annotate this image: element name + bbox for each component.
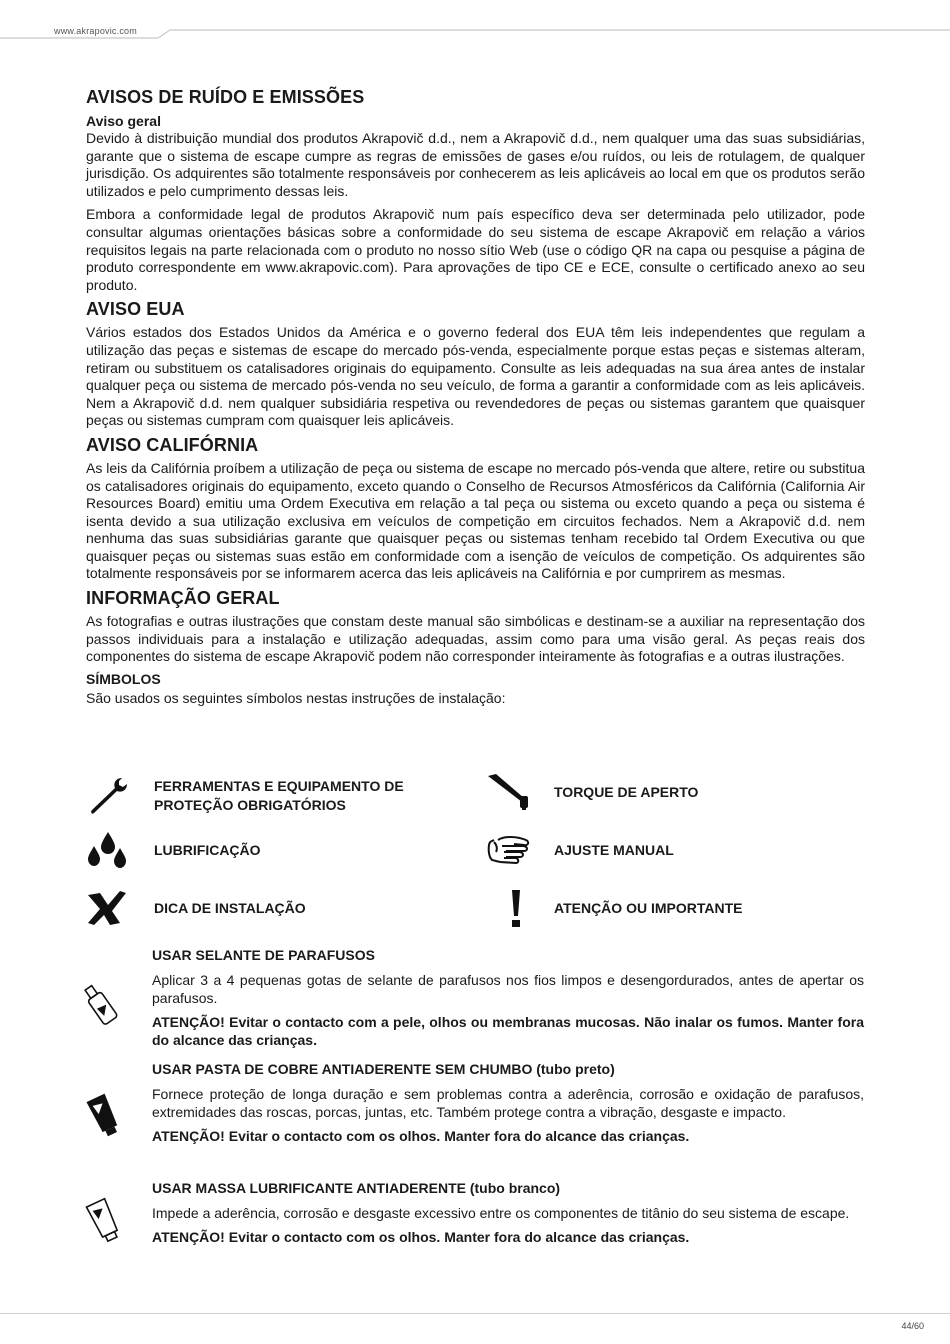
- symbols-legend: [86, 770, 866, 940]
- symbol-manual-adjust: [486, 828, 674, 872]
- grease-tube-icon: [84, 1197, 124, 1245]
- noise-title: AVISOS DE RUÍDO E EMISSÕES: [86, 87, 365, 107]
- torque-wrench-icon: [486, 772, 536, 812]
- usa-title: AVISO EUA: [86, 299, 185, 320]
- copper-paste-tube-icon: [84, 1092, 124, 1140]
- product-warning: ATENÇÃO! Evitar o contacto com os olhos. Manter fora do alcance das crianças.: [152, 1229, 690, 1245]
- header-rule: [0, 0, 950, 40]
- product-body: Fornece proteção de longa duração e sem problemas contra a aderência, corrosão e oxidação de parafusos, extremidades das roscas, porcas, juntas, etc. Também protege contra a vibração, desgaste e impacto.: [152, 1086, 864, 1120]
- noise-paragraph-1: Devido à distribuição mundial dos produtos Akrapovič d.d., nem a Akrapovič d.d., nem qualquer uma das suas subsidiárias, garante que o sistema de escape cumpre as regras de emissões de gases e/ou ruídos, ou leis de rotulagem, de qualquer jurisdição. Os adquirentes são totalmente responsáveis por conhecerem as leis aplicáveis ao local em que os produtos serão utilizados e pelo cumprimento dessas leis.: [86, 130, 865, 199]
- symbol-torque: [486, 770, 698, 814]
- website-url: www.akrapovic.com: [54, 26, 137, 36]
- symbol-label: AJUSTE MANUAL: [554, 841, 674, 858]
- symbol-label: DICA DE INSTALAÇÃO: [154, 899, 306, 916]
- product-title: USAR MASSA LUBRIFICANTE ANTIADERENTE (tubo branco): [152, 1180, 561, 1196]
- noise-paragraph-2: Embora a conformidade legal de produtos Akrapovič num país específico deva ser determinada pelo utilizador, pode consultar algumas orientações básicas sobre a conformidade do seu sistema de escape Akrapovič em relação a vários requisitos legais na parte relacionada com o produto no nosso sítio Web (use o código QR na capa ou pesquise a página de produto correspondente em www.akrapovic.com). Para aprovações de tipo CE e ECE, consulte o certificado anexo ao seu produto.: [86, 206, 865, 293]
- symbol-label: ATENÇÃO OU IMPORTANTE: [554, 899, 743, 916]
- symbols-intro: São usados os seguintes símbolos nestas instruções de instalação:: [86, 689, 506, 706]
- california-title: AVISO CALIFÓRNIA: [86, 434, 259, 455]
- page-number: 44/60: [901, 1321, 924, 1331]
- exclamation-icon: [509, 888, 523, 928]
- general-title: INFORMAÇÃO GERAL: [86, 588, 280, 609]
- akrapovic-logo-icon: [86, 889, 128, 927]
- noise-subtitle: Aviso geral: [86, 113, 161, 129]
- hand-icon: [486, 832, 536, 868]
- product-warning: ATENÇÃO! Evitar o contacto com os olhos. Manter fora do alcance das crianças.: [152, 1128, 690, 1144]
- threadlocker-bottle-icon: [84, 980, 124, 1030]
- symbol-label: FERRAMENTAS E EQUIPAMENTO DE PROTEÇÃO OBRIGATÓRIOS: [154, 778, 404, 813]
- symbol-install-tip: [86, 886, 306, 930]
- symbol-label: TORQUE DE APERTO: [554, 783, 699, 800]
- product-body: Impede a aderência, corrosão e desgaste excessivo entre os componentes de titânio do seu sistema de escape.: [152, 1205, 850, 1221]
- main-content: [86, 86, 865, 707]
- lubrication-drops-icon: [86, 830, 130, 870]
- wrench-icon: [86, 774, 130, 818]
- symbols-title: SÍMBOLOS: [86, 670, 161, 687]
- footer-rule: [0, 1313, 950, 1314]
- symbol-tools: [86, 774, 454, 818]
- general-paragraph: As fotografias e outras ilustrações que constam deste manual são simbólicas e destinam-se a auxiliar na representação dos passos individuais para a instalação e utilização adequadas, assim como para uma visão geral. As peças reais dos componentes do sistema de escape Akrapovič podem não corresponder inteiramente às fotografias e a outras ilustrações.: [86, 613, 865, 665]
- product-body: Aplicar 3 a 4 pequenas gotas de selante de parafusos nos fios limpos e desengordurados, antes de apertar os parafusos.: [152, 972, 864, 1006]
- california-paragraph: As leis da Califórnia proíbem a utilização de peça ou sistema de escape no mercado pós-venda que altere, retire ou substitua os catalisadores originais do equipamento, exceto quando o Conselho de Recursos Atmosféricos da Califórnia (California Air Resources Board) emitiu uma Ordem Executiva em relação a tal peça ou sistema ou exceto quando a peça ou sistema é isenta devido a sua utilização exclusiva em veículos de competição em circuitos fechados. Nem a Akrapovič d.d. nem nenhuma das suas subsidiárias garante que quaisquer peças ou sistemas tenham recebido tal Ordem Executiva ou que quaisquer peças ou sistemas suas estão em conformidade com a isenção de veículos de competição. Os adquirentes são totalmente responsáveis por se informarem acerca das leis aplicáveis na Califórnia e por cumprirem as mesmas.: [86, 459, 866, 582]
- symbol-lubrication: [86, 828, 261, 872]
- page-header: [0, 0, 950, 40]
- symbol-attention: [486, 886, 742, 930]
- product-title: USAR SELANTE DE PARAFUSOS: [152, 947, 375, 963]
- product-warning: ATENÇÃO! Evitar o contacto com a pele, olhos ou membranas mucosas. Não inalar os fumos. Manter fora do alcance das crianças.: [152, 1014, 864, 1048]
- product-title: USAR PASTA DE COBRE ANTIADERENTE SEM CHUMBO (tubo preto): [152, 1061, 615, 1077]
- usa-paragraph: Vários estados dos Estados Unidos da América e o governo federal dos EUA têm leis independentes que regulam a utilização das peças e sistemas de escape do mercado pós-venda, especialmente porque estas peças e sistemas alteram, retiram ou substituem os catalisadores originais do equipamento. Consulte as leis adequadas na sua área antes de instalar qualquer peça ou sistema de mercado pós-venda no seu veículo, de forma a garantir a conformidade com as leis aplicáveis. Nem a Akrapovič d.d. nem qualquer subsidiária respetiva ou revendedores de peças ou sistemas garantem que quaisquer peças ou sistemas cumpram com quaisquer leis aplicáveis.: [86, 324, 865, 429]
- symbol-label: LUBRIFICAÇÃO: [154, 841, 261, 858]
